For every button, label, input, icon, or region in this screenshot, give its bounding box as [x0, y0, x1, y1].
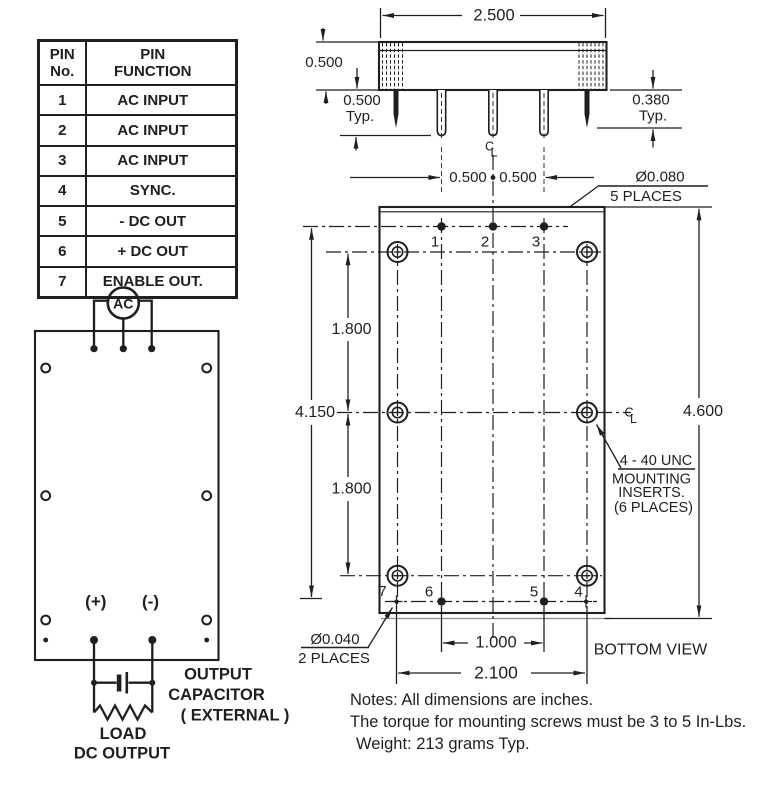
bottom-view [295, 155, 723, 684]
dim-pin-gap-left-text: 0.500 [449, 169, 487, 186]
positive-label: (+) [85, 592, 107, 611]
pin-6-label: 6 [424, 583, 434, 601]
insert-callout-line1: 4 - 40 UNC [619, 453, 693, 469]
corner-pin-dot [43, 638, 48, 643]
note-line-1: Notes: All dimensions are inches. [350, 691, 594, 709]
pin-4-label: 4 [574, 583, 583, 601]
header-pin-no-line1: PIN [49, 45, 75, 63]
capacitor-label-line2: CAPACITOR [168, 686, 265, 704]
pin-5 [540, 597, 548, 605]
pin-function-cell: AC INPUT [86, 146, 237, 176]
pin-no-cell: 7 [39, 267, 86, 298]
dim-height-overall-text: 4.600 [682, 403, 724, 420]
input-pin-dot [148, 345, 155, 352]
module-outline [35, 331, 219, 660]
pin-function-cell: AC INPUT [86, 115, 237, 145]
centerline-symbol-c: C [484, 139, 495, 154]
header-pin-function-line2: FUNCTION [114, 63, 192, 80]
dim-pin-outer-text: 2.100 [474, 662, 518, 683]
dim-pin-rows-text: 4.150 [294, 404, 336, 421]
dim-pin-short-text: 0.380 [632, 91, 670, 109]
small-hole-places-text: 2 PLACES [298, 650, 370, 667]
hole-places-callout-text: 5 PLACES [610, 188, 682, 205]
bottom-view-label: BOTTOM VIEW [593, 641, 708, 659]
dim-pin-length-typ-text: Typ. [345, 108, 375, 125]
load-label-line2: DC OUTPUT [73, 744, 171, 763]
pin-3-label: 3 [531, 233, 541, 251]
package-outline [380, 207, 605, 613]
pin-no-cell: 3 [39, 146, 86, 176]
pin-function-cell: AC INPUT [86, 85, 237, 115]
capacitor-label-line3: ( EXTERNAL ) [180, 706, 290, 725]
pin-2-label: 2 [480, 233, 490, 251]
pin-no-cell: 2 [39, 115, 86, 145]
pin-no-cell: 6 [39, 236, 86, 266]
pin-6 [437, 597, 445, 605]
insert-callout-line3: INSERTS. [618, 485, 685, 501]
load-resistor-symbol [94, 683, 152, 720]
pin-5-label: 5 [529, 583, 539, 601]
hole-dia-callout-text: Ø0.080 [635, 168, 685, 186]
load-label-line1: LOAD [99, 725, 147, 743]
dim-pin-gap-right-text: 0.500 [499, 169, 537, 186]
pin-1 [437, 222, 445, 230]
insert-callout-line2: MOUNTING [612, 471, 691, 488]
input-pin-dot [120, 345, 127, 352]
note-line-3: Weight: 213 grams Typ. [356, 735, 530, 753]
ac-source-label: AC [113, 295, 134, 312]
short-pin-left [394, 90, 399, 128]
notes-block [350, 691, 746, 753]
capacitor-label-line1: OUTPUT [184, 665, 252, 684]
dim-pin-length-text: 0.500 [343, 92, 381, 109]
dim-hole-span-top-text: 1.800 [331, 321, 372, 338]
pin-function-cell: SYNC. [86, 176, 237, 206]
module-body [379, 42, 607, 90]
header-pin-no-line2: No. [50, 63, 75, 80]
note-line-2: The torque for mounting screws must be 3 to 5 In-Lbs. [350, 713, 747, 731]
connection-schematic [35, 288, 289, 763]
pin-function-cell: - DC OUT [86, 206, 237, 236]
pin-function-cell: ENABLE OUT. [86, 267, 237, 298]
dim-hole-span-bottom-text: 1.800 [331, 480, 372, 498]
dim-width-text: 2.500 [473, 6, 515, 25]
pin-no-cell: 4 [39, 176, 86, 206]
small-hole-dia-text: Ø0.040 [310, 631, 360, 648]
pin-1-label: 1 [430, 233, 440, 251]
dim-pin-short-typ-text: Typ. [638, 107, 668, 125]
pin-7-label: 7 [378, 583, 387, 600]
insert-callout-line4: (6 PLACES) [614, 500, 693, 516]
pin-3 [540, 222, 548, 230]
pin-2 [489, 222, 497, 230]
capacitor-symbol [94, 672, 152, 694]
centerline-symbol-l: L [630, 412, 637, 426]
negative-label: (-) [142, 592, 159, 611]
header-pin-function-line1: PIN [140, 45, 166, 63]
short-pin-right [585, 90, 590, 128]
input-pin-dot [90, 345, 97, 352]
pin-no-cell: 1 [39, 85, 86, 115]
pin-function-cell: + DC OUT [86, 236, 237, 266]
centerline-symbol-l: L [490, 145, 498, 160]
centerline-symbol-c: C [624, 405, 634, 420]
pin-no-cell: 5 [39, 206, 86, 236]
dim-pin-inner-text: 1.000 [475, 633, 517, 652]
side-view [305, 6, 685, 193]
corner-pin-dot [204, 638, 209, 643]
dim-height-text: 0.500 [305, 54, 343, 71]
